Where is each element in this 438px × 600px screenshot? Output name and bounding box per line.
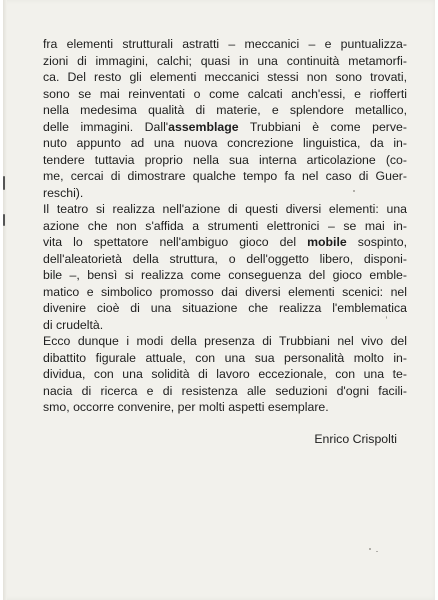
scan-speck bbox=[353, 190, 355, 192]
text-fragment: Trubbiani è come perve- bbox=[238, 119, 407, 134]
text-line: sono se mai reinventati o come calcati anch'essi, e riofferti bbox=[43, 86, 407, 101]
text-line: azione che non s'affida a strumenti elettronici – se mai in- bbox=[43, 218, 407, 233]
text-line: divenire cioè di una situazione che realizza l'emblematica bbox=[43, 301, 407, 315]
text-line: reschi). bbox=[43, 185, 84, 200]
text-line: me, cercai di dimostrare qualche tempo fa nel caso di Guer- bbox=[43, 169, 407, 183]
emphasis-assemblage: assemblage bbox=[168, 119, 239, 134]
text-line: tendere tuttavia proprio nella sua interna articolazione (co- bbox=[43, 152, 407, 167]
text-line: dell'aleatorietà della struttura, o dell'oggetto libero, disponi- bbox=[43, 251, 407, 266]
text-line: smo, occorre convenire, per molti aspetti esemplare. bbox=[43, 400, 329, 414]
text-line: fra elementi strutturali astratti – meccanici – e puntualizza- bbox=[43, 37, 407, 51]
text-line: ca. Del resto gli elementi meccanici stessi non sono trovati, bbox=[43, 70, 407, 84]
text-line: Il teatro si realizza nell'azione di questi diversi elementi: una bbox=[43, 202, 407, 216]
scan-speck bbox=[386, 316, 387, 319]
paragraph-2 bbox=[43, 201, 407, 333]
text-line: zioni di immagini, calchi; quasi in una continuità metamorfi- bbox=[43, 53, 407, 68]
scan-speck bbox=[369, 548, 371, 550]
text-line: di crudeltà. bbox=[43, 317, 104, 332]
scan-speck bbox=[376, 551, 378, 552]
text-fragment: delle immagini. Dall' bbox=[43, 119, 169, 134]
paragraph-3 bbox=[43, 333, 407, 416]
paragraph-1 bbox=[43, 36, 407, 201]
text-line: bile –, bensì si realizza come conseguenza del gioco emble- bbox=[43, 268, 407, 282]
text-line: Ecco dunque i modi della presenza di Trubbiani nel vivo del bbox=[43, 334, 407, 348]
book-page bbox=[3, 0, 435, 600]
text-line: dibattito figurale attuale, con una sua personalità molto in- bbox=[43, 350, 407, 365]
text-fragment: sospinto, bbox=[346, 235, 407, 249]
body-text bbox=[43, 36, 407, 416]
scan-speck bbox=[3, 214, 5, 226]
emphasis-mobile: mobile bbox=[307, 235, 347, 249]
author-signature: Enrico Crispolti bbox=[314, 432, 397, 446]
text-line: nuto appunto ad una nuova concrezione linguistica, da in- bbox=[43, 136, 407, 150]
scan-speck bbox=[3, 176, 5, 190]
text-line bbox=[43, 119, 407, 136]
text-line: nella medesima qualità di materie, e splendore metallico, bbox=[43, 103, 407, 117]
text-fragment: vita lo spettatore nell'ambiguo gioco del bbox=[43, 235, 308, 249]
text-line: matico e simbolico promosso dai diversi elementi scenici: nel bbox=[43, 284, 407, 299]
text-line: nacia di ricerca e di resistenza alle seduzioni d'ogni facili- bbox=[43, 383, 407, 398]
text-line: dividua, con una solidità di lavoro eccezionale, con una te- bbox=[43, 367, 407, 381]
page-gutter bbox=[3, 0, 7, 600]
text-line bbox=[43, 234, 407, 251]
